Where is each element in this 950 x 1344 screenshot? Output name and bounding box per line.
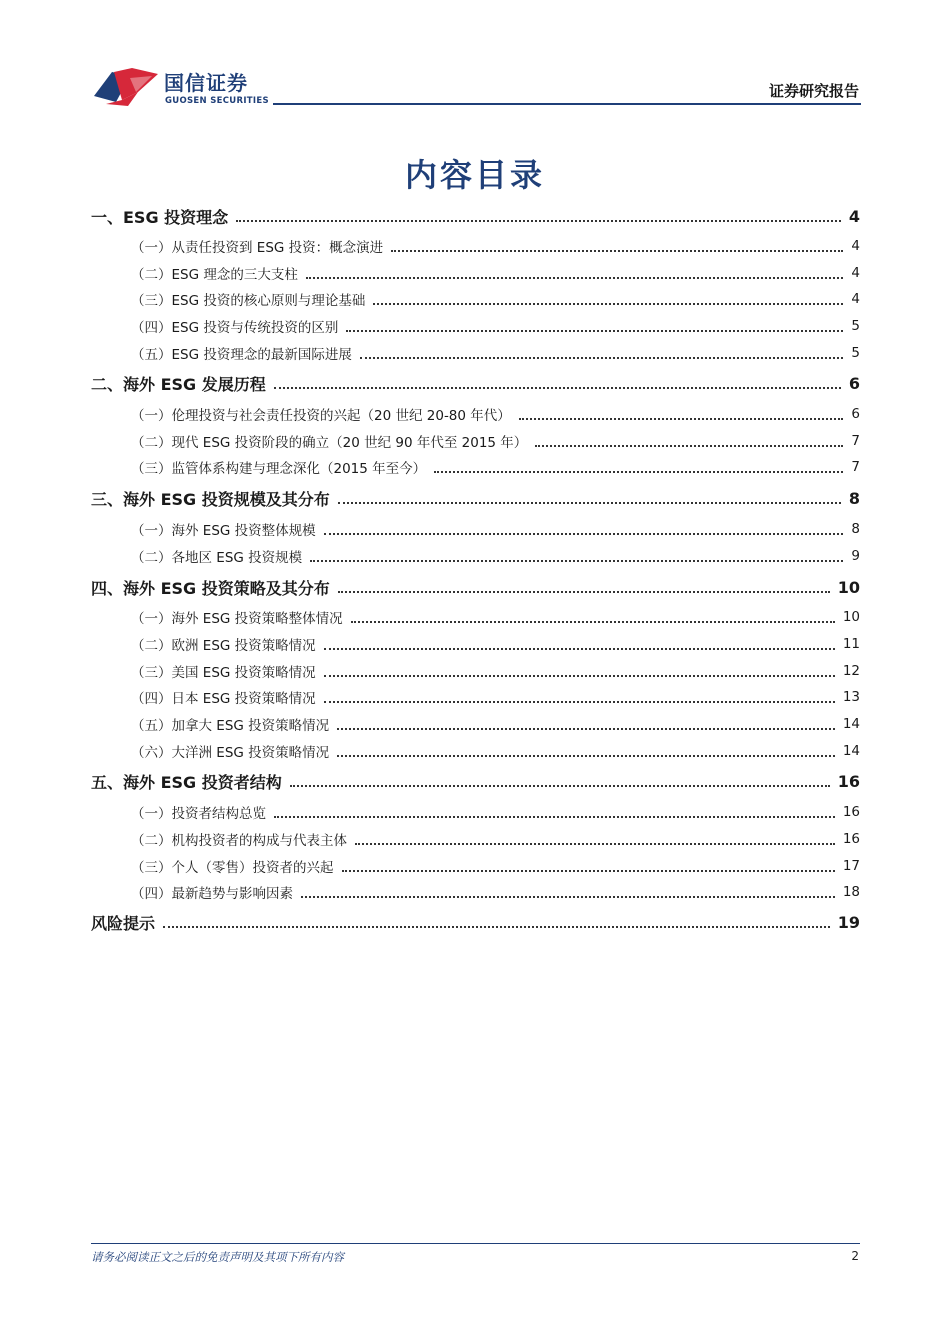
toc-entry-page: 4: [851, 265, 860, 281]
toc-subsection-entry[interactable]: [91, 342, 860, 364]
toc-entry-page: 14: [842, 716, 860, 732]
toc-entry-page: 4: [851, 238, 860, 254]
toc-entry-label: （二）ESG 理念的三大支柱: [131, 267, 298, 283]
toc-entry-page: 14: [842, 743, 860, 759]
toc-entry-label: （六）大洋洲 ESG 投资策略情况: [131, 745, 330, 761]
toc-entry-label: （二）机构投资者的构成与代表主体: [131, 833, 347, 849]
toc-entry-label: （五）加拿大 ESG 投资策略情况: [131, 718, 330, 734]
toc-subsection-entry[interactable]: [91, 606, 860, 628]
header-divider: [273, 103, 861, 105]
toc-dot-leader: [324, 675, 835, 677]
toc-entry-label: （一）伦理投资与社会责任投资的兴起（20 世纪 20-80 年代）: [131, 408, 511, 424]
toc-subsection-entry[interactable]: [91, 881, 860, 903]
toc-entry-label: （四）最新趋势与影响因素: [131, 886, 293, 902]
toc-title: 内容目录: [404, 156, 545, 194]
toc-entry-page: 7: [851, 459, 860, 475]
toc-entry-page: 19: [837, 912, 860, 932]
toc-dot-leader: [355, 843, 835, 845]
toc-dot-leader: [391, 250, 843, 252]
toc-dot-leader: [373, 303, 843, 305]
toc-dot-leader: [360, 357, 844, 359]
toc-entry-page: 12: [842, 663, 860, 679]
toc-entry-page: 4: [851, 291, 860, 307]
toc-subsection-entry[interactable]: [91, 262, 860, 284]
toc-subsection-entry[interactable]: [91, 660, 860, 682]
toc-entry-page: 5: [851, 318, 860, 334]
toc-entry-page: 8: [851, 521, 860, 537]
toc-entry-label: （二）现代 ESG 投资阶段的确立（20 世纪 90 年代至 2015 年）: [131, 435, 528, 451]
toc-entry-label: 五、海外 ESG 投资者结构: [91, 772, 282, 792]
toc-subsection-entry[interactable]: [91, 288, 860, 310]
toc-dot-leader: [274, 387, 841, 389]
toc-dot-leader: [346, 330, 843, 332]
toc-dot-leader: [163, 926, 830, 928]
toc-dot-leader: [236, 220, 841, 222]
toc-entry-page: 16: [842, 831, 860, 847]
toc-dot-leader: [337, 728, 835, 730]
toc-entry-page: 13: [842, 689, 860, 705]
toc-entry-label: （一）海外 ESG 投资策略整体情况: [131, 611, 343, 627]
toc-entry-page: 16: [842, 804, 860, 820]
toc-entry-label: （五）ESG 投资理念的最新国际进展: [131, 347, 352, 363]
toc-dot-leader: [324, 701, 835, 703]
toc-entry-label: 三、海外 ESG 投资规模及其分布: [91, 489, 330, 509]
toc-entry-label: （一）从责任投资到 ESG 投资：概念演进: [131, 240, 384, 256]
toc-subsection-entry[interactable]: [91, 518, 860, 540]
page-number: 2: [851, 1249, 859, 1263]
toc-dot-leader: [535, 445, 843, 447]
toc-entry-label: （三）美国 ESG 投资策略情况: [131, 665, 316, 681]
toc-subsection-entry[interactable]: [91, 430, 860, 452]
toc-entry-label: （一）海外 ESG 投资整体规模: [131, 523, 316, 539]
toc-section-entry[interactable]: [91, 768, 860, 794]
toc-subsection-entry[interactable]: [91, 315, 860, 337]
toc-entry-label: （三）ESG 投资的核心原则与理论基础: [131, 293, 366, 309]
toc-dot-leader: [290, 785, 830, 787]
toc-entry-label: 一、ESG 投资理念: [91, 207, 229, 227]
guosen-logo-icon: [92, 66, 160, 108]
toc-dot-leader: [274, 816, 835, 818]
toc-entry-page: 6: [851, 406, 860, 422]
toc-subsection-entry[interactable]: [91, 686, 860, 708]
toc-entry-label: （四）ESG 投资与传统投资的区别: [131, 320, 339, 336]
toc-entry-page: 4: [848, 206, 860, 226]
toc-dot-leader: [310, 560, 843, 562]
toc-entry-label: （一）投资者结构总览: [131, 806, 266, 822]
toc-entry-page: 9: [851, 548, 860, 564]
toc-section-entry[interactable]: [91, 485, 860, 511]
toc-entry-label: （三）个人（零售）投资者的兴起: [131, 860, 334, 876]
company-logo: [92, 66, 292, 110]
toc-entry-label: （二）欧洲 ESG 投资策略情况: [131, 638, 316, 654]
toc-section-entry[interactable]: [91, 370, 860, 396]
toc-entry-page: 18: [842, 884, 860, 900]
toc-dot-leader: [338, 591, 830, 593]
toc-entry-page: 6: [848, 373, 860, 393]
toc-entry-page: 11: [842, 636, 860, 652]
toc-entry-page: 17: [842, 858, 860, 874]
toc-entry-page: 16: [837, 771, 860, 791]
toc-subsection-entry[interactable]: [91, 633, 860, 655]
logo-chinese-name: 国信证券: [164, 71, 248, 95]
logo-english-name: GUOSEN SECURITIES: [165, 96, 269, 106]
toc-entry-label: 四、海外 ESG 投资策略及其分布: [91, 578, 330, 598]
toc-subsection-entry[interactable]: [91, 456, 860, 478]
toc-dot-leader: [301, 896, 835, 898]
toc-dot-leader: [324, 648, 835, 650]
toc-entry-label: （三）监管体系构建与理念深化（2015 年至今）: [131, 461, 427, 477]
footer-divider: [91, 1243, 860, 1244]
toc-section-entry[interactable]: [91, 203, 860, 229]
toc-entry-label: （二）各地区 ESG 投资规模: [131, 550, 303, 566]
toc-dot-leader: [324, 533, 844, 535]
toc-subsection-entry[interactable]: [91, 545, 860, 567]
toc-entry-page: 10: [842, 609, 860, 625]
toc-dot-leader: [519, 418, 844, 420]
toc-subsection-entry[interactable]: [91, 828, 860, 850]
toc-entry-page: 10: [837, 577, 860, 597]
disclaimer-note: 请务必阅读正文之后的免责声明及其项下所有内容: [91, 1250, 344, 1264]
toc-entry-label: （四）日本 ESG 投资策略情况: [131, 691, 316, 707]
toc-subsection-entry[interactable]: [91, 713, 860, 735]
report-type-label: 证券研究报告: [768, 82, 859, 100]
toc-subsection-entry[interactable]: [91, 235, 860, 257]
toc-entry-page: 7: [851, 433, 860, 449]
toc-dot-leader: [351, 621, 835, 623]
toc-subsection-entry[interactable]: [91, 801, 860, 823]
page-header: [0, 0, 950, 112]
toc-section-entry[interactable]: [91, 909, 860, 935]
toc-subsection-entry[interactable]: [91, 855, 860, 877]
toc-dot-leader: [342, 870, 835, 872]
toc-entry-page: 8: [848, 488, 860, 508]
toc-section-entry[interactable]: [91, 574, 860, 600]
toc-subsection-entry[interactable]: [91, 740, 860, 762]
toc-dot-leader: [337, 755, 835, 757]
toc-entry-label: 二、海外 ESG 发展历程: [91, 374, 266, 394]
toc-dot-leader: [306, 277, 844, 279]
toc-dot-leader: [338, 502, 841, 504]
toc-entry-page: 5: [851, 345, 860, 361]
toc-entry-label: 风险提示: [91, 913, 156, 933]
toc-dot-leader: [434, 471, 843, 473]
toc-subsection-entry[interactable]: [91, 403, 860, 425]
